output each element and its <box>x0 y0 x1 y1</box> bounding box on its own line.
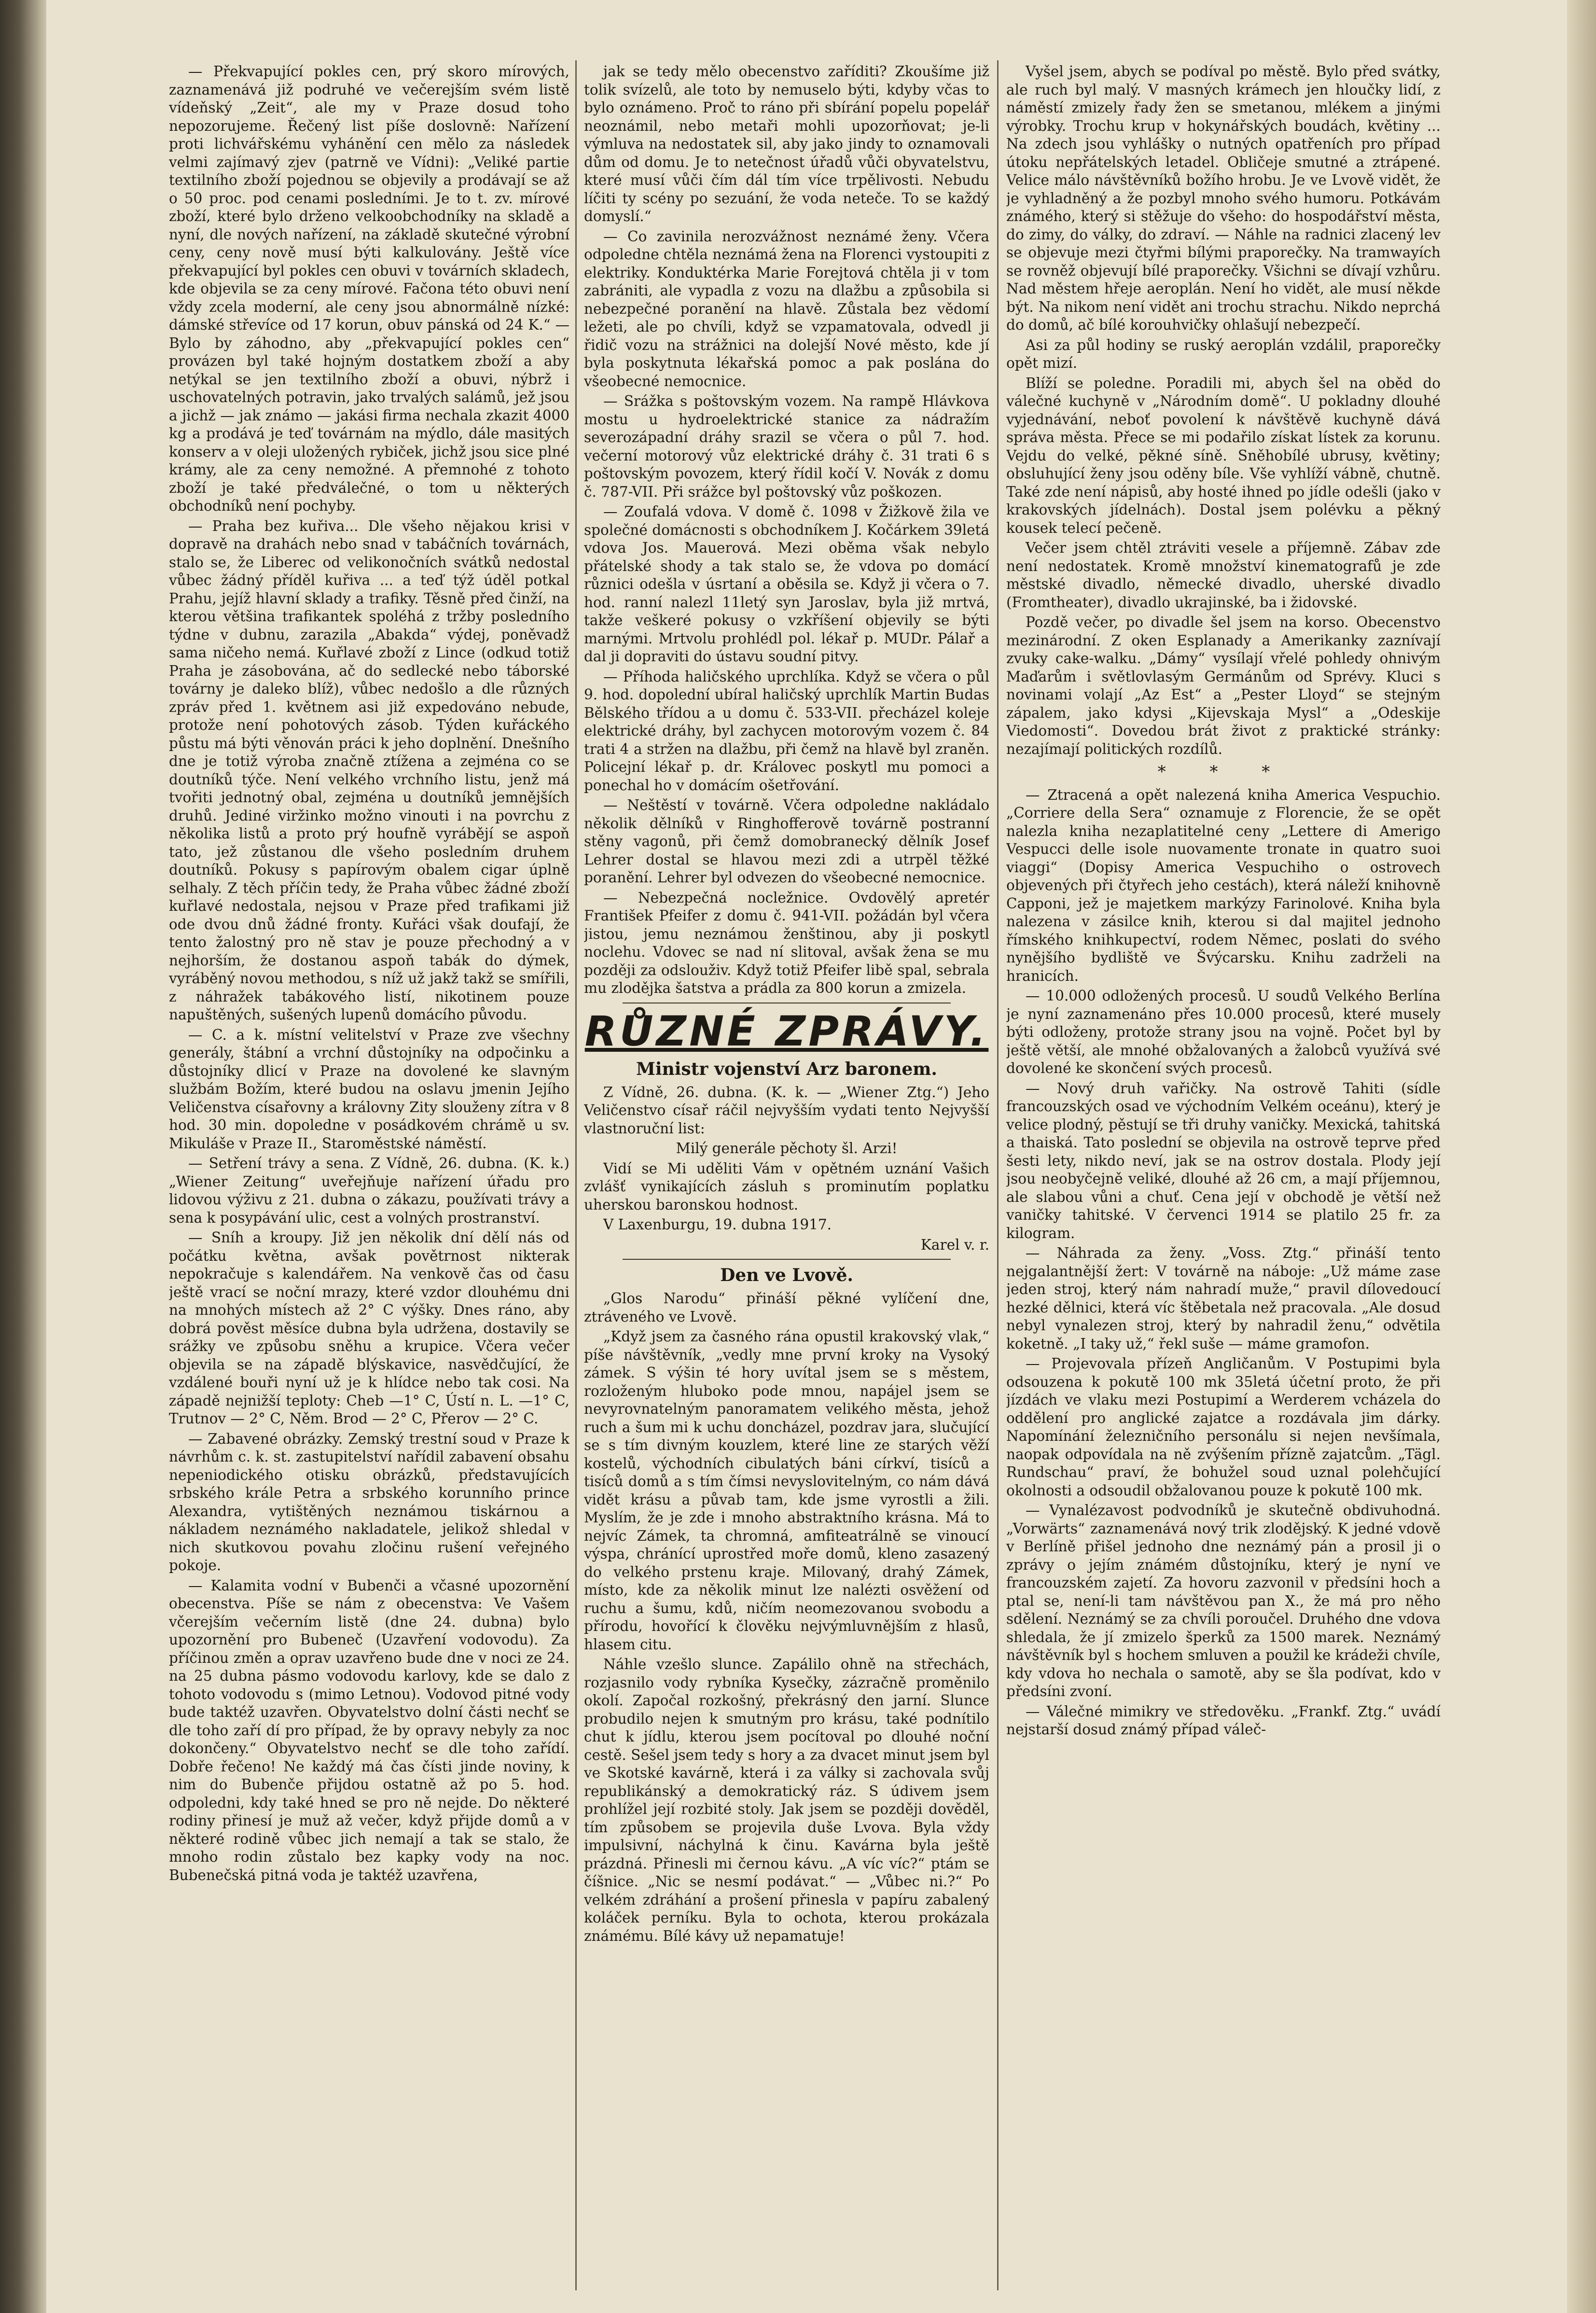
article-paragraph: Z Vídně, 26. dubna. (K. k. — „Wiener Ztg.“) Jeho Veličenstvo císař ráčil nejvyšším vydati tento Nejvyšší vlastnoruční list: <box>584 1084 989 1137</box>
section-divider <box>623 1259 951 1260</box>
article-paragraph: — Neštěstí v továrně. Včera odpoledne nakládalo několik dělníků v Ringhofferově továrně postranní stěny vagonů, při čemž domobranecký dělník Josef Lehrer dostal se hlavou mezi zdi a utrpěl těžké poranění. Lehrer byl odvezen do všeobecné nemocnice. <box>584 797 989 886</box>
article-paragraph: — Setření trávy a sena. Z Vídně, 26. dubna. (K. k.) „Wiener Zeitung“ uveřejňuje nařízení úřadu pro lidovou výživu z 21. dubna o zákazu, používati trávy a sena k posypávání ulic, cest a volných prostranství. <box>169 1155 569 1226</box>
article-paragraph: Vidí se Mi uděliti Vám v opětném uznání Vašich zvlášť vynikajících zásluh s prominutím poplatku uherskou baronskou hodnost. <box>584 1160 989 1213</box>
article-paragraph: — 10.000 odložených procesů. U soudů Velkého Berlína je nyní zaznamenáno přes 10.000 procesů, které musely býti odloženy, protože strany jsou na vojně. Počet byl by ještě větší, ale mnohé obžalovaných a žalobců využívá své dovolené ke skončení svých procesů. <box>1006 988 1441 1076</box>
article-paragraph: — Zabavené obrázky. Zemský trestní soud v Praze k návrhům c. k. st. zastupitelství nařídil zabavení obsahu nepeniodického otisku obrázků, představujících srbského krále Petra a srbského korunního prince Alexandra, vytištěných neznámou tiskárnou a nákladem neznámého nakladatele, jelikož shledal v nich skutkovou povahu zločinu rušení veřejného pokoje. <box>169 1430 569 1574</box>
article-paragraph: jak se tedy mělo obecenstvo zaříditi? Zkoušíme již tolik svízelů, ale toto by nemuselo býti, kdyby včas to bylo oznámeno. Proč to ráno při sbírání popelu popelář neoznámil, nebo metaři mohli upozorňovat; je-li výmluva na nedostatek sil, aby jako jindy to oznamovali dům od domu. Je to netečnost úřadů vůči obyvatelstvu, které musí vůči čím dál tím více trpělivosti. Nebudu líčiti ty scény po sezuání, že voda neteče. To se každý domyslí.“ <box>584 63 989 224</box>
article-paragraph: — Vynalézavost podvodníků je skutečně obdivuhodná. „Vorwärts“ zaznamenává nový trik zlodějský. K jedné vdově v Berlíně přišel jednoho dne neznámý pán a prosil ji o zprávy o jejím známém důstojníku, který je nyní ve francouzském zajetí. Za hovoru zazvonil v předsíni hoch a ptal se, není-li tam návštěvou pan X., že má pro něho sdělení. Neznámý se za chvíli poroučel. Druhého dne vdova shledala, že jí zmizelo šperků za 1500 marek. Neznámý návštěvník byl s hochem smluven a použil ke krádeži chvíle, kdy vdova ho nechala o samotě, aby se šla podívat, kdo v předsíni zvoní. <box>1006 1502 1441 1700</box>
article-paragraph: — Válečné mimikry ve středověku. „Frankf. Ztg.“ uvádí nejstarší dosud známý případ váleč- <box>1006 1703 1441 1738</box>
article-paragraph: Vyšel jsem, abych se podíval po městě. Bylo před svátky, ale ruch byl malý. V masných krámech jen hloučky lidí, z náměstí zmizely řady žen se smetanou, mlékem a jinými výrobky. Trochu krup v hokynářských boudách, květiny ... Na zdech jsou vyhlášky o nutných opatřeních pro případ útoku nepřátelských letadel. Obličeje smutné a ztrápené. Velice málo návštěvníků božího hrobu. Je ve Lvově vidět, že je vyhladněný a že pozbyl mnoho svého humoru. Potkávám známého, který si stěžuje do všeho: do hospodářství města, do zimy, do války, do zdraví. — Náhle na radnici zlacený lev se objevuje mezi čtyřmi bílými praporečky. Na tramwayích se rovněž objevují bílé praporečky. Všichni se dívají vzhůru. Nad městem hřeje aeroplán. Není ho vidět, ale musí někde být. Na nikom není vidět ani trochu strachu. Nikdo neprchá do domů, ač bílé korouhvičky ohlašují nebezpečí. <box>1006 63 1441 333</box>
page-edge-right <box>1567 0 1596 2313</box>
article-paragraph: „Glos Narodu“ přináší pěkné vylíčení dne, ztráveného ve Lvově. <box>584 1290 989 1325</box>
article-paragraph: — Náhrada za ženy. „Voss. Ztg.“ přináší tento nejgalantnější žert: V továrně na náboje: „Už máme zase jeden stroj, který nám nahradí muže,“ pravil dílovedoucí hezké dělnici, která víc štěbetala než pracovala. „Ale dosud nebyl vynalezen stroj, který by nahradil ženu,“ odvětila koketně. „I taky už,“ řekl suše — máme gramofon. <box>1006 1245 1441 1352</box>
section-stars: * * * <box>1157 762 1290 781</box>
article-paragraph: — Nový druh vařičky. Na ostrově Tahiti (sídle francouzských osad ve východním Velkém oceánu), který je velice plodný, pěstují se tři druhy vaničky. Mexická, tahitská a thaiská. Tato poslední se objevila na ostrově teprve před šesti lety, nikdo neví, jak se na ostrov dostala. Plody její jsou neobyčejně veliké, dlouhé až 26 cm, a mají příjemnou, ale slabou vůni a chuť. Cena její v obchodě je větší než vaničky tahitské. V červenci 1914 se platilo 25 fr. za kilogram. <box>1006 1080 1441 1241</box>
article-paragraph: — Sníh a kroupy. Již jen několik dní dělí nás od počátku května, avšak povětrnost nikterak nepokračuje s kalendářem. Na venkově čas od času ještě vrací se noční mrazy, které vzdor dlouhému dni na mnohých místech až 2° C výšky. Dnes ráno, aby dobrá pověst měsíce dubna byla udržena, dostavily se srážky ve způsobu sněhu a krupice. Včera večer objevila se na západě blýskavice, nasvědčující, že vzdálené bouři nyní už je k hlídce nebo tak cosi. Na západě nejnižší teploty: Cheb —1° C, Ústí n. L. —1° C, Trutnov — 2° C, Něm. Brod — 2° C, Přerov — 2° C. <box>169 1229 569 1427</box>
article-paragraph: — Překvapující pokles cen, prý skoro mírových, zaznamenává již podruhé ve večerejším svém listě vídeňský „Zeit“, ale my v Praze dosud toho nepozorujeme. Řečený list píše doslovně: Nařízení proti lichvářskému vyhánění cen mělo za následek velmi zajímavý zjev (patrně ve Vídni): „Veliké partie textilního zboží pojednou se objevily a prodávají se až o 50 proc. pod cenami posledními. Je to t. zv. mírové zboží, které bylo drženo velkoobchodníky na skladě a nyní, dle nových nařízení, na základě skutečné výrobní ceny, ceny nově musí býti kalkulovány. Ještě více překvapující byl pokles cen obuvi v továrních skladech, kde objevila se za ceny mírové. Fačona této obuvi není vždy zcela moderní, ale ceny jsou abnormálně nízké: dámské střevíce od 17 korun, obuv pánská od 24 K.“ — Bylo by záhodno, aby „překvapující pokles cen“ provázen byl také hojným dostatkem zboží a aby netýkal se jen textilního zboží a obuvi, nýbrž i uschovatelných potravin, jako trvalých salámů, jež jsou a jichž — jak známo — jakási firma nechala zkazit 4000 kg a prodává je teď továrnám na mýdlo, dále masitých konserv a v oleji uložených rybiček, jichž jsou sice plné krámy, ale za ceny nemožné. A přemnohé z tohoto zboží je také předválečné, o tom u některých obchodníků není pochyby. <box>169 63 569 514</box>
letter-salutation: Milý generále pěchoty šl. Arzi! <box>676 1140 898 1156</box>
article-paragraph: — Srážka s poštovským vozem. Na rampě Hlávkova mostu u hydroelektrické stanice za nádražím severozápadní dráhy srazil se včera o půl 7. hod. večerní motorový vůz elektrické dráhy č. 31 trati 6 s poštovským povozem, který řídil kočí V. Novák z domu č. 787-VII. Při srážce byl poštovský vůz poškozen. <box>584 393 989 500</box>
letter-dateline: V Laxenburgu, 19. dubna 1917. <box>603 1216 832 1233</box>
article-paragraph: — Ztracená a opět nalezená kniha America Vespuchio. „Corriere della Sera“ oznamuje z Florencie, že se opět nalezla kniha nezaplatitelné ceny „Lettere di Amerigo Vespucci delle isole nuovamente tronate in quatro suoi viaggi“ (Dopisy America Vespuchiho o ostrovech objevených při čtyřech jeho cestách), která náleží knihovně Capponi, jež je majetkem markýzy Farinolové. Kniha byla nalezena v zásilce knih, kterou si dal majitel jednoho římského knihkupectví, rodem Němec, poslati do svého nynějšího bydliště ve Švýcarsku. Knihu zadrželi na hranicích. <box>1006 786 1441 984</box>
page-gutter-left <box>0 0 46 2313</box>
article-paragraph: Pozdě večer, po divadle šel jsem na korso. Obecenstvo mezinárodní. Z oken Esplanady a Amerikanky zaznívají zvuky cake-walku. „Dámy“ vysílají vřelé pohledy ohnivým Maďarům i světlovlasým Germánům od Sprévy. Kluci s novinami volají „Az Est“ a „Pester Lloyd“ se stejným zápalem, jako kdysi „Kijevskaja Mysl“ a „Odeskije Viedomosti“. Dovedou brát život z praktické stránky: nezajímají politických rozdílů. <box>1006 614 1441 757</box>
section-banner <box>584 1008 989 1055</box>
article-headline: Ministr vojenství Arz baronem. <box>636 1059 937 1079</box>
article-paragraph: Večer jsem chtěl ztráviti vesele a příjemně. Zábav zde není nedostatek. Kromě množství kinematografů je zde městské divadlo, německé divadlo, uherské divadlo (Fromtheater), divadlo ukrajinské, ba i židovské. <box>1006 540 1441 611</box>
section-title: RŮZNÉ ZPRÁVY. <box>584 1007 989 1056</box>
article-paragraph: Blíží se poledne. Poradili mi, abych šel na oběd do válečné kuchyně v „Národním domě“. U pokladny dlouhé vyjednávání, neboť povolení k návštěvě kuchyně dává správa města. Přece se mi podařilo získat lístek za korunu. Vejdu do velké, pěkné síně. Sněhobílé ubrusy, květiny; obsluhující ženy jsou oděny bíle. Vše vyhlíží vábně, chutně. Také zde není nápisů, aby hosté ihned po jídle odešli (jako v krakovských jídelnách). Dostal jsem polévku a pěkný kousek telecí pečeně. <box>1006 375 1441 536</box>
column-left <box>169 63 569 2283</box>
article-paragraph: — C. a k. místní velitelství v Praze zve všechny generály, štábní a vrchní důstojníky na odpočinku a důstojníky dlicí v Praze na dovolené ke slavným službám Božím, které budou na oslavu jmenin Jejího Veličenstva císařovny a královny Zity slouženy zítra v 8 hod. 30 min. dopoledne v posádkovém chrámě u sv. Mikuláše v Praze II., Staroměstské náměstí. <box>169 1026 569 1152</box>
article-paragraph: — Příhoda haličského uprchlíka. Když se včera o půl 9. hod. dopolední ubíral haličský uprchlík Martin Budas Bělského třídou a u domu č. 533-VII. přecházel koleje elektrické dráhy, byl zachycen motorovým vozem č. 84 trati 4 a stržen na dlažbu, při čemž na hlavě byl zraněn. Policejní lékař p. dr. Královeс poskytl mu pomoci a ponechal ho v domácím ošetřování. <box>584 668 989 794</box>
article-paragraph: — Zoufalá vdova. V domě č. 1098 v Žižkově žila ve společné domácnosti s obchodníkem J. Kočárkem 39letá vdova Jos. Mauerová. Mezi oběma však nebylo přátelské shody a tak stalo se, že vdova po domácí různici odešla v úsrtaní a oběsila se. Když ji včera o 7. hod. ranní nalezl 11letý syn Jaroslav, byla již mrtvá, takže veškeré pokusy o vzkříšení objevily se býti marnými. Mrtvolu prohlédl pol. lékař p. MUDr. Pálař a dal ji dopraviti do ústavu soudní pitvy. <box>584 503 989 665</box>
column-middle <box>584 63 989 2283</box>
article-paragraph: — Co zavinila nerozvážnost neznámé ženy. Včera odpoledne chtěla neznámá žena na Florenci vystoupiti z elektriky. Konduktérka Marie Forejtová chtěla ji v tom zabrániti, ale vypadla z vozu na dlažbu a způsobila si nebezpečné poranění na hlavě. Zůstala bez vědomí ležeti, ale po chvíli, když se vzpamatovala, odvedl ji řidič vozu na strážnici na dolejší Nové město, kde jí byla poskytnuta lékařská pomoc a pak poslána do všeobecné nemocnice. <box>584 228 989 390</box>
article-paragraph: — Projevovala přízeň Angličanům. V Postupimi byla odsouzena k pokutě 100 mk 35letá účetní proto, že při jízdách ve vlaku mezi Postupimí a Werderem vcházela do oddělení pro anglické zajatce a rozdávala jim dárky. Napomínání železničního personálu si nejen nevšímala, naopak odpovídala na ně zvýšením přízně zajatcům. „Tägl. Rundschau“ praví, že bohužel soud uznal polehčující okolnosti a odsoudil obžalovanou pouze k pokutě 100 mk. <box>1006 1355 1441 1499</box>
article-paragraph: — Praha bez kuřiva... Dle všeho nějakou krisi v dopravě na drahách nebo snad v tabáčních továrnách, stalo se, že Liberec od velikonočních svátků nedostal vůbec žádný příděl kuřiva ... a teď týž úděl potkal Prahu, jejíž hlavní sklady a trafiky. Těsně před činží, na kterou většina trafikantek spoléhá z tržby posledního týdne v dubnu, zarazila „Abakda“ výdej, poněvadž sama ničeho nemá. Kuřlavé zboží z Lince (odkud totiž Praha je zásobována, ač do sedlecké nebo táborské továrny je daleko blíž), vůbec nedošlo a dle různých zpráv před 1. květnem asi již expedováno nebude, protože není pohotových zásob. Týden kuřáckého půstu má býti věnován práci k jeho doplnění. Dnešního dne je totiž výroba značně ztížena a zejména co se doutníků týče. Není velkého vrchního listu, jenž má tvořiti jednotný obal, zejména u doutníků jemnějších druhů. Jediné viržinko možno vinouti i na povrchu z několika listů a proto prý houfně vyrábějí se aspoň tato, jež zůstanou dle všeho posledním druhem doutníků. Pokusy s papírovým obalem cigar úplně selhaly. Z těch příčin tedy, že Praha vůbec žádné zboží kuřlavé nedostala, nejsou v Praze před trafikami již ode dvou dnů žádné fronty. Kuřáci však doufají, že tento žalostný pro ně stav je pouze přechodný a v nejhorším, že dostanou aspoň tabák do dýmek, vyráběný novou methodou, s níž už jakž takž se smířili, z náhražek tabákového listí, nikotinem pouze napuštěných, sušených lupenů domácího původu. <box>169 517 569 1023</box>
article-paragraph: Asi za půl hodiny se ruský aeroplán vzdálil, praporečky opět mizí. <box>1006 336 1441 371</box>
column-rule <box>997 60 999 2290</box>
article-headline: Den ve Lvově. <box>720 1265 853 1285</box>
article-paragraph: — Kalamita vodní v Bubenči a včasné upozornění obecenstva. Píše se nám z obecenstva: Ve Vašem včerejším večerním listě (dne 24. dubna) bylo upozornění pro Bubeneč (Uzavření vodovodu). Za příčinou změn a oprav uzavřeno bude dne v noci ze 24. na 25 dubna pásmo vodovodu karlovy, kde se dalo z tohoto vodovodu s (mimo Letnou). Vodovod pitné vody bude taktéž uzavřen. Obyvatelstvo dolní části nechť se dle toho zaří dí pro případ, že by opravy nebyly za noc dokončeny.“ Obyvatelstvo nechť se dle toho zařídí. Dobře řečeno! Ne každý má čas čísti jinde noviny, k nim do Bubenče přijdou ostatně až po 5. hod. odpoledni, kdy také hned se pro ně nejde. Do některé rodiny přinesí je muž až večer, když přijde domů a v některé rodině vůbec jich nemají a tak se stalo, že mnoho rodin zůstalo bez kapky vody na noc. Bubenečská pitná voda je taktéž uzavřena, <box>169 1577 569 1883</box>
column-right <box>1006 63 1441 2283</box>
article-paragraph: — Nebezpečná nocležnice. Ovdovělý apretér František Pfeifer z domu č. 941-VII. požádán byl včera jistou, jemu neznámou ženštinou, aby ji poskytl noclehu. Vdovec se nad ní slitoval, avšak žena se mu později za odslouživ. Když totiž Pfeifer libě spal, sebrala mu zlodějka šatstva a prádla za 800 korun a zmizela. <box>584 889 989 996</box>
letter-signature: Karel v. r. <box>920 1236 989 1253</box>
article-paragraph: Náhle vzešlo slunce. Zapálilo ohně na střechách, rozjasnilo vody rybníka Kysečky, zázračně proměnilo okolí. Započal rozkošný, překrásný den jarní. Slunce probudilo nejen k smutným pro krásu, také podnítilo chut k jídlu, kterou jsem pocítoval po dlouhé noční cestě. Sešel jsem tedy s hory a za dvacet minut jsem byl ve Skotské kavárně, která i za války si zachovala svůj republikánský a demokratický ráz. S údivem jsem prohlížel její rozbité stoly. Jak jsem se později dověděl, tím způsobem se projevila duše Lvova. Byla vždy impulsivní, náchylná k činu. Kavárna byla ještě prázdná. Přinesli mi černou kávu. „A víc víc?“ ptám se číšnice. „Nic se nesmí podávat.“ — „Vůbec ni.?“ Po velkém zdráhání a prošení přinesla v papíru zabalený koláček perníku. Byla to ochota, kterou prokázala známému. Bílé kávy už nepamatuje! <box>584 1656 989 1944</box>
article-paragraph: „Když jsem za časného rána opustil krakovský vlak,“ píše návštěvník, „vedly mne první kroky na Vysoký zámek. S výšin té hory uvítal jsem se s městem, rozloženým hluboko pode mnou, napájel jsem se nevyrovnatelným panoramatem velikého města, jehož ruch a šum mi k uchu doncházel, pozdrav jara, slučující se s tím divným kouzlem, které line ze starých věží kostelů, východních cibulatých báni církví, tisíců a tisíců domů a s tím čímsi nevyslovitelným, co nám dává vidět krásu a půvab tam, kde jsme vyrostli a žili. Myslím, že je zde i mnoho abstraktního krásna. Má to nejvíc Zámek, ta chromná, amfiteatrálně se vinoucí výspa, chránící uprostřed moře domů, kleno zasazený do velkého prstenu kraje. Milovaný, drahý Zámek, místo, kde za několik minut lze nalézti osvěžení od ruchu a šumu, kdů, ničím neomezovanou svobodu a přírodu, hovořící k člověku nejvýmluvnějším z hlasů, hlasem citu. <box>584 1328 989 1653</box>
column-rule <box>575 60 577 2290</box>
